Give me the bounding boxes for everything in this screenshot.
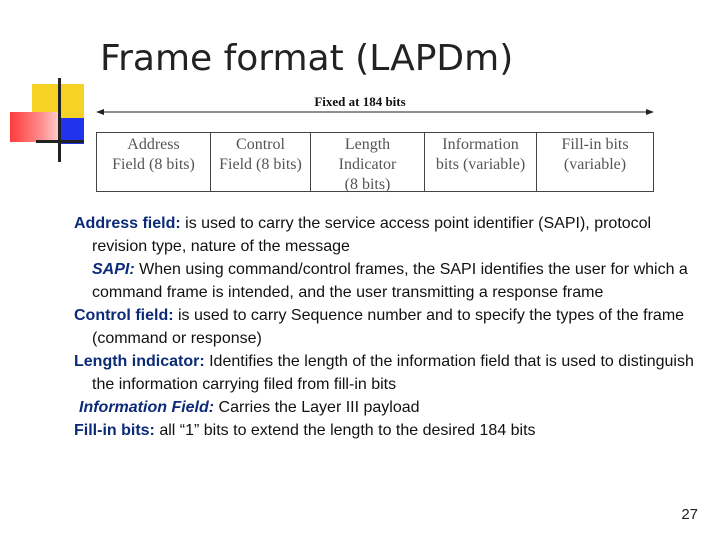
information-field-paragraph: [74, 396, 694, 419]
double-arrow-icon: [96, 108, 654, 116]
fill-in-bits-paragraph: [74, 419, 694, 442]
definition-text: is used to carry the service access point identifier (SAPI), protocol revision type, nature of the message: [92, 215, 652, 255]
definition-text: all “1” bits to extend the length to the desired 184 bits: [154, 422, 536, 439]
frame-field-length: Length Indicator (8 bits): [311, 133, 425, 191]
definition-text: When using command/control frames, the SAPI identifies the user for which a command frame is intended, and the user transmitting a response frame: [92, 261, 688, 301]
definition-text: Identifies the length of the information field that is used to distinguish the information carrying filed from fill-in bits: [92, 353, 694, 393]
frame-diagram: [96, 132, 654, 192]
address-field-paragraph: [74, 212, 694, 258]
slide-body: [74, 212, 694, 442]
page-number: 27: [681, 506, 698, 523]
term-label: Control field:: [74, 307, 174, 324]
term-label: SAPI:: [92, 261, 135, 278]
term-label: Address field:: [74, 215, 181, 232]
term-label: Information Field:: [79, 399, 215, 416]
control-field-paragraph: [74, 304, 694, 350]
slide-logo-icon: [0, 0, 100, 170]
length-indicator-paragraph: [74, 350, 694, 396]
logo-vertical-line: [58, 78, 61, 162]
sapi-paragraph: [74, 258, 694, 304]
definition-text: is used to carry Sequence number and to specify the types of the frame (command or response): [92, 307, 685, 347]
frame-field-address: Address Field (8 bits): [97, 133, 211, 191]
logo-horizontal-line: [36, 140, 84, 143]
logo-red-square: [10, 112, 60, 142]
definition-text: Carries the Layer III payload: [214, 399, 420, 416]
frame-length-label: Fixed at 184 bits: [314, 94, 406, 109]
frame-field-fill-in: Fill-in bits (variable): [561, 136, 629, 173]
frame-field-control: Control Field (8 bits): [211, 133, 311, 191]
term-label: Length indicator:: [74, 353, 205, 370]
term-label: Fill-in bits:: [74, 422, 155, 439]
slide-title: Frame format (LAPDm): [100, 38, 514, 79]
frame-field-information: Information bits (variable): [425, 133, 537, 191]
